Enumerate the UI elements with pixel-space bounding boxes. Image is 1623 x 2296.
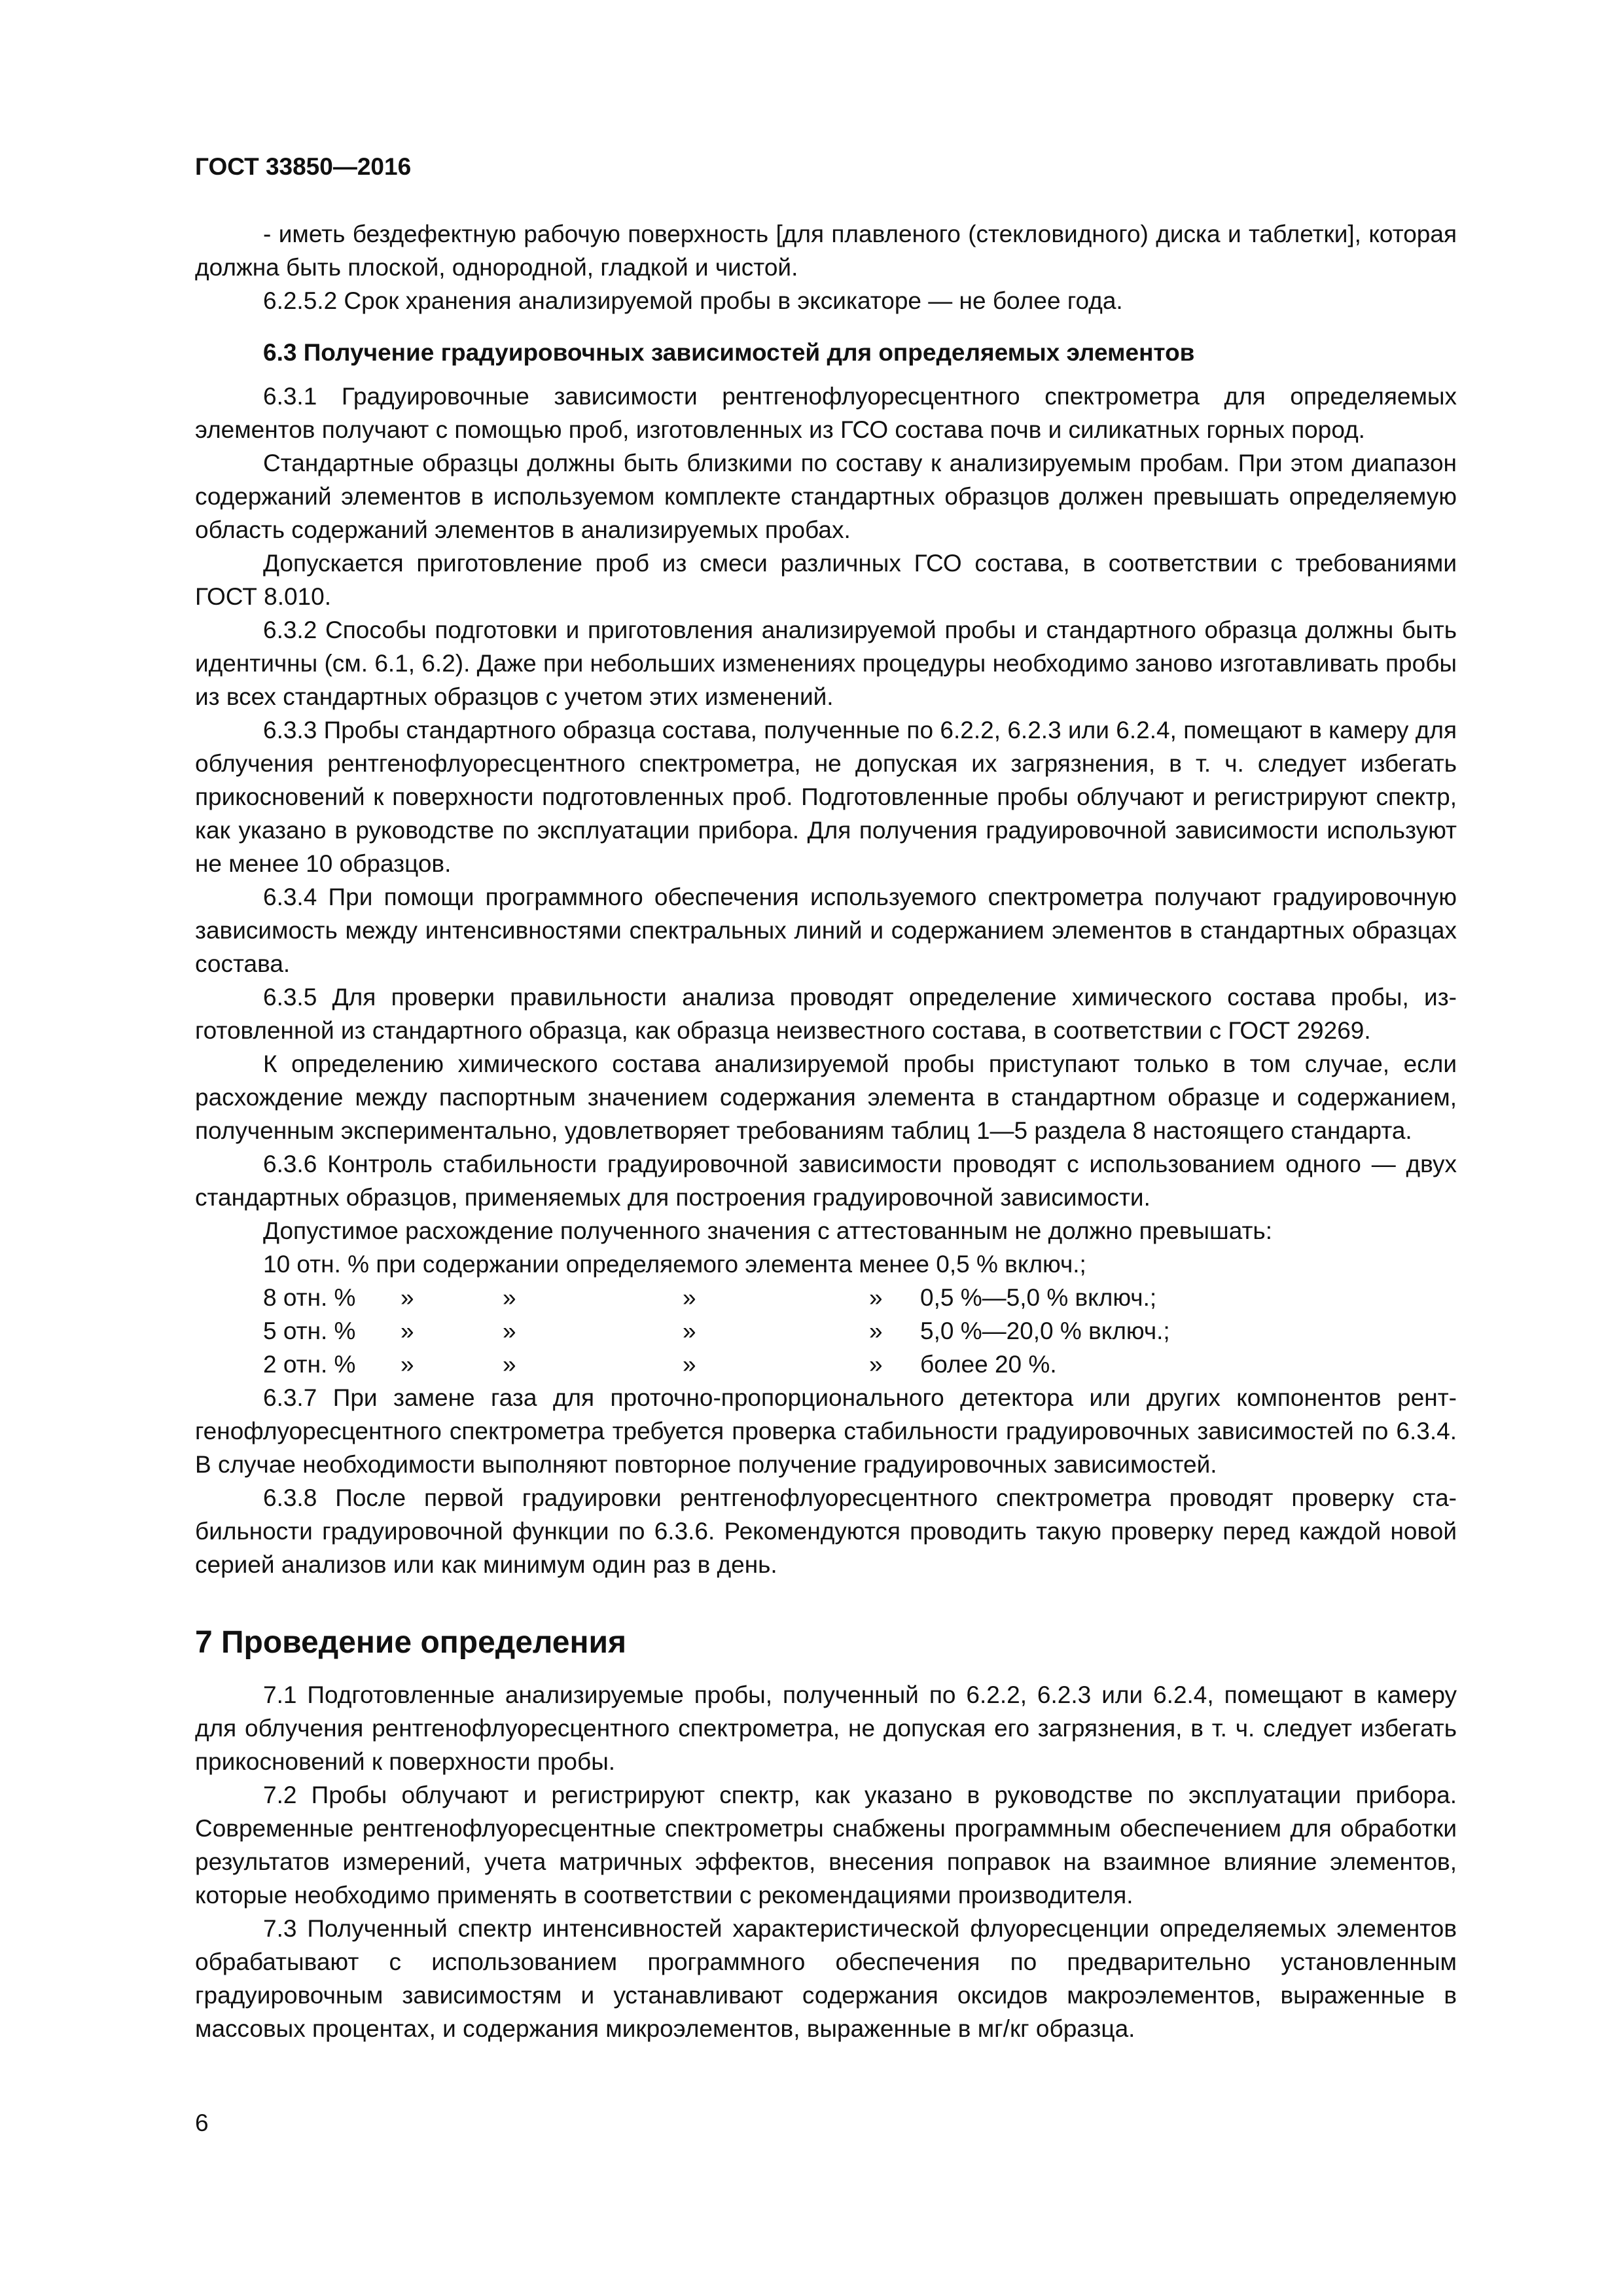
paragraph-6-3-1-mixture: Допускается приготовление проб из смеси различных ГСО состава, в соответствии с требованиями ГОСТ 8.010. <box>195 550 1457 610</box>
ditto-mark: » <box>869 1351 883 1378</box>
paragraph-7-1: 7.1 Подготовленные анализируемые пробы, полученный по 6.2.2, 6.2.3 или 6.2.4, помещают в камеру для облучения рентгенофлуоресцентного спектрометра, не допуская его загрязнения, в т. ч. следует избегать прикосновений к поверхности пробы. <box>195 1681 1457 1775</box>
subsection-heading-6-3: 6.3 Получение градуировочных зависимостей для определяемых элементов <box>263 339 1195 366</box>
tolerance-row <box>195 1314 1457 1348</box>
paragraph-6-3-4: 6.3.4 При помощи программного обеспечения используемого спектрометра получают градуировочную зависимость между интенсивностями спектральных линий и содержанием элементов в стандартных образцах состава. <box>195 884 1457 977</box>
document-body <box>195 217 1457 2045</box>
ditto-mark: » <box>869 1318 883 1344</box>
paragraph-6-3-5-condition: К определению химического состава анализируемой пробы приступают только в том случае, если расхождение между паспортным значением содержания элемента в стандартном образце и содержанием, полученным экспериментально, удовлетворяет требованиям таблиц 1—5 раздела 8 настоящего стандарта. <box>195 1050 1457 1144</box>
paragraph-6-3-6-tolerance: Допустимое расхождение полученного значения с аттестованным не должно превышать: <box>263 1217 1272 1244</box>
ditto-mark: » <box>869 1284 883 1311</box>
paragraph-6-3-1-standards: Стандартные образцы должны быть близкими по составу к анализируемым пробам. При этом диапазон содержаний элементов в используемом комплекте стандартных образцов должен превышать определяемую область содержаний элементов в анализируемых пробах. <box>195 450 1457 543</box>
paragraph-surface-requirement: - иметь бездефектную рабочую поверхность [для плавленого (стекловидного) диска и таблетки], которая должна быть плоской, однородной, гладкой и чистой. <box>195 221 1457 281</box>
tolerance-range: более 20 %. <box>920 1351 1057 1378</box>
paragraph-6-3-7: 6.3.7 При замене газа для проточно-пропорционального детектора или других компонентов рентгенофлуоресцентного спектрометра требуется проверка стабильности градуировочных зависимостей по 6.3.4. В случае необходимости выполняют повторное получение градуировочных зависимостей. <box>195 1384 1457 1478</box>
paragraph-7-3: 7.3 Полученный спектр интенсивностей характеристической флуоресценции определяемых элементов обрабатывают с использованием программного обеспечения по предварительно установленным градуировочным зависимостям и устанавливают содержания оксидов макроэлементов, выраженные в массовых процентах, и содержания микроэлементов, выраженные в мг/кг образца. <box>195 1915 1457 2042</box>
ditto-mark: » <box>683 1318 696 1344</box>
paragraph-6-3-5: 6.3.5 Для проверки правильности анализа проводят определение химического состава пробы, изготовленной из стандартного образца, как образца неизвестного состава, в соответствии с ГОСТ 29269. <box>195 984 1457 1044</box>
ditto-mark: » <box>503 1351 516 1378</box>
ditto-mark: » <box>401 1351 414 1378</box>
ditto-mark: » <box>401 1284 414 1311</box>
tolerance-value: 2 отн. % <box>263 1351 356 1378</box>
paragraph-6-3-1: 6.3.1 Градуировочные зависимости рентгенофлуоресцентного спектрометра для определяемых элементов получают с помощью проб, изготовленных из ГСО состава почв и силикатных горных пород. <box>195 383 1457 443</box>
section-heading-7: 7 Проведение определения <box>195 1625 626 1660</box>
tolerance-row <box>195 1348 1457 1381</box>
document-code: ГОСТ 33850—2016 <box>195 153 412 180</box>
paragraph-6-3-2: 6.3.2 Способы подготовки и приготовления анализируемой пробы и стандартного образца должны быть идентичны (см. 6.1, 6.2). Даже при небольших изменениях процедуры необходимо заново изготавливать пробы из всех стандартных образцов с учетом этих изменений. <box>195 617 1457 710</box>
tolerance-range: 0,5 %—5,0 % включ.; <box>920 1284 1157 1311</box>
tolerance-value: 8 отн. % <box>263 1284 356 1311</box>
paragraph-6-3-6: 6.3.6 Контроль стабильности градуировочной зависимости проводят с использованием одного — двух стандартных образцов, применяемых для построения градуировочной зависимости. <box>195 1151 1457 1211</box>
paragraph-6-3-8: 6.3.8 После первой градуировки рентгенофлуоресцентного спектрометра проводят проверку стабильности градуировочной функции по 6.3.6. Рекомендуются проводить такую проверку перед каждой новой серией анализов или как минимум один раз в день. <box>195 1484 1457 1578</box>
tolerance-row <box>195 1281 1457 1314</box>
paragraph-6-3-3: 6.3.3 Пробы стандартного образца состава, полученные по 6.2.2, 6.2.3 или 6.2.4, помещают в камеру для облучения рентгенофлуоресцентного спектрометра, не допуская их загрязнения, в т. ч. следует избегать прикосновений к поверхности подготовленных проб. Подготовленные пробы облучают и регистрируют спектр, как указано в руководстве по эксплуатации прибора. Для получения градуировочной зависимости используют не менее 10 образцов. <box>195 717 1457 877</box>
ditto-mark: » <box>503 1284 516 1311</box>
tolerance-value: 5 отн. % <box>263 1318 356 1344</box>
ditto-mark: » <box>683 1351 696 1378</box>
tolerance-line-first: 10 отн. % при содержании определяемого элемента менее 0,5 % включ.; <box>263 1251 1086 1278</box>
tolerance-range: 5,0 %—20,0 % включ.; <box>920 1318 1170 1344</box>
paragraph-6-2-5-2: 6.2.5.2 Срок хранения анализируемой пробы в эксикаторе — не более года. <box>263 287 1123 314</box>
ditto-mark: » <box>503 1318 516 1344</box>
page-number: 6 <box>195 2109 209 2136</box>
ditto-mark: » <box>401 1318 414 1344</box>
ditto-mark: » <box>683 1284 696 1311</box>
paragraph-7-2: 7.2 Пробы облучают и регистрируют спектр, как указано в руководстве по эксплуатации прибора. Современные рентгенофлуоресцентные спектрометры снабжены программным обеспечением для обработки результатов измерений, учета матричных эффектов, внесения поправок на взаимное влияние элементов, которые необходимо применять в соответствии с рекомендациями производителя. <box>195 1782 1457 1909</box>
